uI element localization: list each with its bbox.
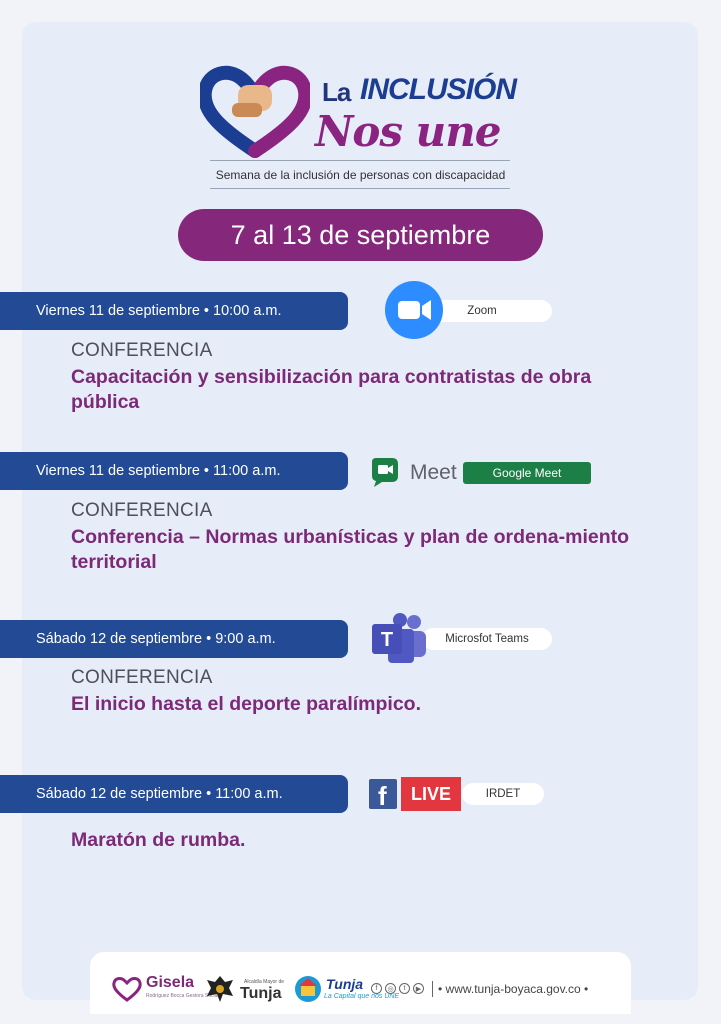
- tunja-capital-icon: [292, 974, 324, 1004]
- microsoft-teams-icon[interactable]: [370, 612, 428, 666]
- facebook-icon: f: [369, 779, 397, 809]
- footer-tunja-logo: Tunja: [240, 985, 282, 1002]
- social-icons: [371, 983, 424, 994]
- logo-la: La: [322, 77, 351, 107]
- event-2-title: Conferencia – Normas urbanísticas y plan de ordena-miento territorial: [71, 526, 630, 573]
- coat-of-arms-icon: [205, 974, 235, 1004]
- instagram-icon[interactable]: ◎: [385, 983, 396, 994]
- svg-text:T: T: [380, 629, 394, 651]
- gisela-heart-icon: [112, 976, 142, 1002]
- event-4-platform[interactable]: IRDET: [462, 783, 544, 805]
- event-1-platform[interactable]: Zoom: [412, 300, 552, 322]
- footer-separator: [432, 981, 433, 997]
- footer-url[interactable]: • www.tunja-boyaca.gov.co •: [438, 982, 589, 996]
- subtitle-divider-bottom: [210, 188, 510, 189]
- live-badge: LIVE: [401, 777, 461, 811]
- zoom-icon[interactable]: [385, 281, 443, 339]
- footer-alcaldia-label: Alcaldía Mayor de: [244, 979, 285, 985]
- event-logo: [200, 55, 530, 165]
- heart-hands-icon: [200, 63, 310, 158]
- meet-wordmark: Meet: [410, 461, 457, 484]
- logo-nos-une: Nos une: [315, 107, 501, 156]
- event-2-platform[interactable]: Google Meet: [463, 462, 591, 484]
- footer-gisela-sub: Rodríguez Bocca Gestora Social: [146, 993, 219, 999]
- google-meet-icon[interactable]: [370, 456, 400, 488]
- subtitle: Semana de la inclusión de personas con discapacidad: [215, 168, 506, 182]
- youtube-icon[interactable]: ▶: [413, 983, 424, 994]
- event-4-title: Maratón de rumba.: [71, 829, 246, 851]
- event-1-type: CONFERENCIA: [71, 340, 213, 361]
- event-1-time: Viernes 11 de septiembre • 10:00 a.m.: [0, 292, 348, 330]
- facebook-icon[interactable]: f: [371, 983, 382, 994]
- logo-inclusion: INCLUSIÓN: [360, 73, 516, 106]
- event-3-title: El inicio hasta el deporte paralímpico.: [71, 693, 422, 715]
- subtitle-divider-top: [210, 160, 510, 161]
- event-3-platform[interactable]: Microsfot Teams: [422, 628, 552, 650]
- footer-tunja-capital-sub: La Capital que nos UNE: [324, 993, 400, 1000]
- event-2-type: CONFERENCIA: [71, 500, 213, 521]
- event-3-type: CONFERENCIA: [71, 667, 213, 688]
- footer-gisela: Gisela: [146, 974, 195, 991]
- event-2-time: Viernes 11 de septiembre • 11:00 a.m.: [0, 452, 348, 490]
- date-range-badge: 7 al 13 de septiembre: [178, 209, 543, 261]
- footer-tunja-capital: Tunja: [326, 976, 364, 992]
- event-1-title: Capacitación y sensibilización para contratistas de obra pública: [71, 366, 592, 413]
- twitter-icon[interactable]: t: [399, 983, 410, 994]
- event-4-time: Sábado 12 de septiembre • 11:00 a.m.: [0, 775, 348, 813]
- event-3-time: Sábado 12 de septiembre • 9:00 a.m.: [0, 620, 348, 658]
